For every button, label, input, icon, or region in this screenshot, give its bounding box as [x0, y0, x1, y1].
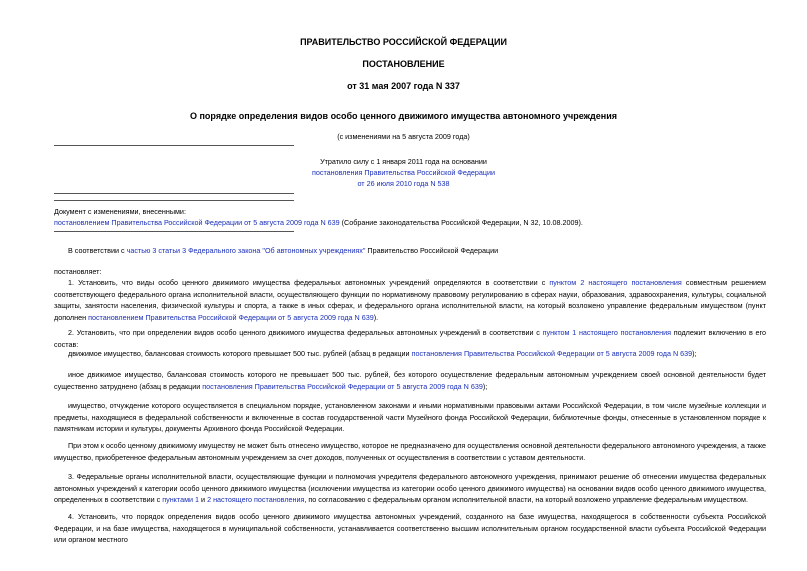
amendment-link[interactable]: постановления Правительства Российской Федерации от 5 августа 2009 года N 639	[411, 349, 693, 358]
paragraph-text: иное движимое имущество, балансовая стоимость которого не превышает 500 тыс. рублей, без которого осуществление федеральным автономным учреждением своей основной деятельности будет существенно затруднено (абзац в редакции	[54, 370, 766, 391]
doc-type-heading: ПОСТАНОВЛЕНИЕ	[362, 59, 445, 69]
law-link[interactable]: частью 3 статьи 3 Федерального закона "Об автономных учреждениях"	[126, 246, 366, 255]
changes-link[interactable]: постановлением Правительства Российской Федерации от 5 августа 2009 года N 639	[54, 218, 340, 227]
paragraph-text: 1. Установить, что виды особо ценного движимого имущества федеральных автономных учреждений определяются в соответствии с	[68, 278, 550, 287]
paragraph-text: );	[482, 381, 488, 391]
doc-title: О порядке определения видов особо ценного движимого имущества автономного учреждения	[190, 111, 617, 121]
point-2-link[interactable]: пунктом 2 настоящего постановления	[549, 278, 682, 287]
paragraph-text: совместным решением соответствующего федерального органа исполнительной власти, осуществляющего функции по нормативному правовому регулированию в сферах науки, образования, здравоохранения, культуры, социальной защиты, занятости населения, физической культуры и спорта, а также в иных сферах, и федерального органа исполнительной власти, на который возложено управление федеральным имуществом (пункт дополнен	[54, 278, 766, 322]
paragraph-5: имущество, отчуждение которого осуществляется в специальном порядке, установленном законами и иными нормативными правовыми актами Российской Федерации, в том числе музейные коллекции и предметы, находящиеся в федеральной собственности и включенные в состав государственной части Музейного фонда Российской Федерации, библиотечные фонды, отнесенные в установленном порядке к памятникам истории и культуры, документы Архивного фонда Российской Федерации.	[54, 401, 766, 433]
paragraph-7	[54, 471, 766, 506]
paragraph-6: При этом к особо ценному движимому имуществу не может быть отнесено имущество, которое не предназначено для осуществления основной деятельности федерального автономного учреждения, а также имущество, приобретенное федеральным автономным учреждением за счет доходов, полученных от осуществления в соответствии с уставом деятельности.	[54, 441, 766, 462]
point-1-link[interactable]: пунктом 1 настоящего постановления	[542, 328, 672, 337]
paragraph-text: , по согласованию с федеральным органом исполнительной власти, на который возложено управление федеральным имуществом.	[304, 495, 748, 504]
amendment-link[interactable]: постановлением Правительства Российской Федерации от 5 августа 2009 года N 639	[88, 312, 374, 322]
points-1-link[interactable]: пунктами 1	[162, 495, 200, 504]
paragraph-text: и	[199, 495, 208, 504]
paragraph-text: подлежит включению в его состав:	[54, 328, 766, 349]
paragraph-4	[54, 369, 766, 392]
changes-line	[54, 217, 583, 228]
paragraph-text: движимое имущество, балансовая стоимость которого превышает 500 тыс. рублей (абзац в редакции	[68, 349, 412, 358]
intro-text: В соответствии с	[68, 246, 127, 255]
amended-note: (с изменениями на 5 августа 2009 года)	[337, 132, 470, 141]
changes-tail: (Собрание законодательства Российской Федерации, N 32, 10.08.2009).	[339, 218, 583, 227]
separator-line	[54, 200, 294, 201]
intro-text-end: Правительство Российской Федерации	[365, 246, 499, 255]
doc-date: от 31 мая 2007 года N 337	[347, 81, 460, 91]
expired-link-2[interactable]: от 26 июля 2010 года N 538	[357, 179, 450, 188]
paragraph-3	[54, 348, 766, 360]
government-heading: ПРАВИТЕЛЬСТВО РОССИЙСКОЙ ФЕДЕРАЦИИ	[300, 37, 507, 47]
separator-line	[54, 145, 294, 146]
paragraph-text: );	[692, 349, 697, 358]
paragraph-8: 4. Установить, что порядок определения видов особо ценного движимого имущества автономных учреждений, созданного на базе имущества, находящегося в собственности субъекта Российской Федерации, и на базе имущества, находящегося в муниципальной собственности, устанавливается соответственно высшим исполнительным органом государственной власти субъекта Российской Федерации или органом местного	[54, 512, 766, 544]
paragraph-1	[54, 277, 766, 323]
expired-note: Утратило силу с 1 января 2011 года на основании	[320, 157, 487, 166]
expired-link-1[interactable]: постановления Правительства Российской Федерации	[311, 168, 496, 177]
changes-label: Документ с изменениями, внесенными:	[54, 207, 186, 216]
paragraph-2	[54, 327, 766, 350]
paragraph-text: 3. Федеральные органы исполнительной власти, осуществляющие функции и полномочия учредителя федерального автономного учреждения, принимают решение об отнесении имущества федеральных автономных учреждений к категории особо ценного движимого имущества (исключении имущества из категории особо ценного движимого имущества) на основании видов особо ценного движимого имущества, определенных в соответствии с	[54, 472, 766, 504]
decides-text: постановляет:	[54, 267, 102, 276]
amendment-link[interactable]: постановления Правительства Российской Федерации от 5 августа 2009 года N 639	[202, 381, 483, 391]
intro-paragraph	[68, 245, 498, 256]
paragraph-text: ).	[373, 312, 379, 322]
separator-line	[54, 193, 294, 194]
separator-line	[54, 231, 294, 232]
paragraph-text: 2. Установить, что при определении видов особо ценного движимого имущества федеральных автономных учреждений в соответствии с	[68, 328, 543, 337]
point-2-link[interactable]: 2 настоящего постановления	[207, 495, 305, 504]
